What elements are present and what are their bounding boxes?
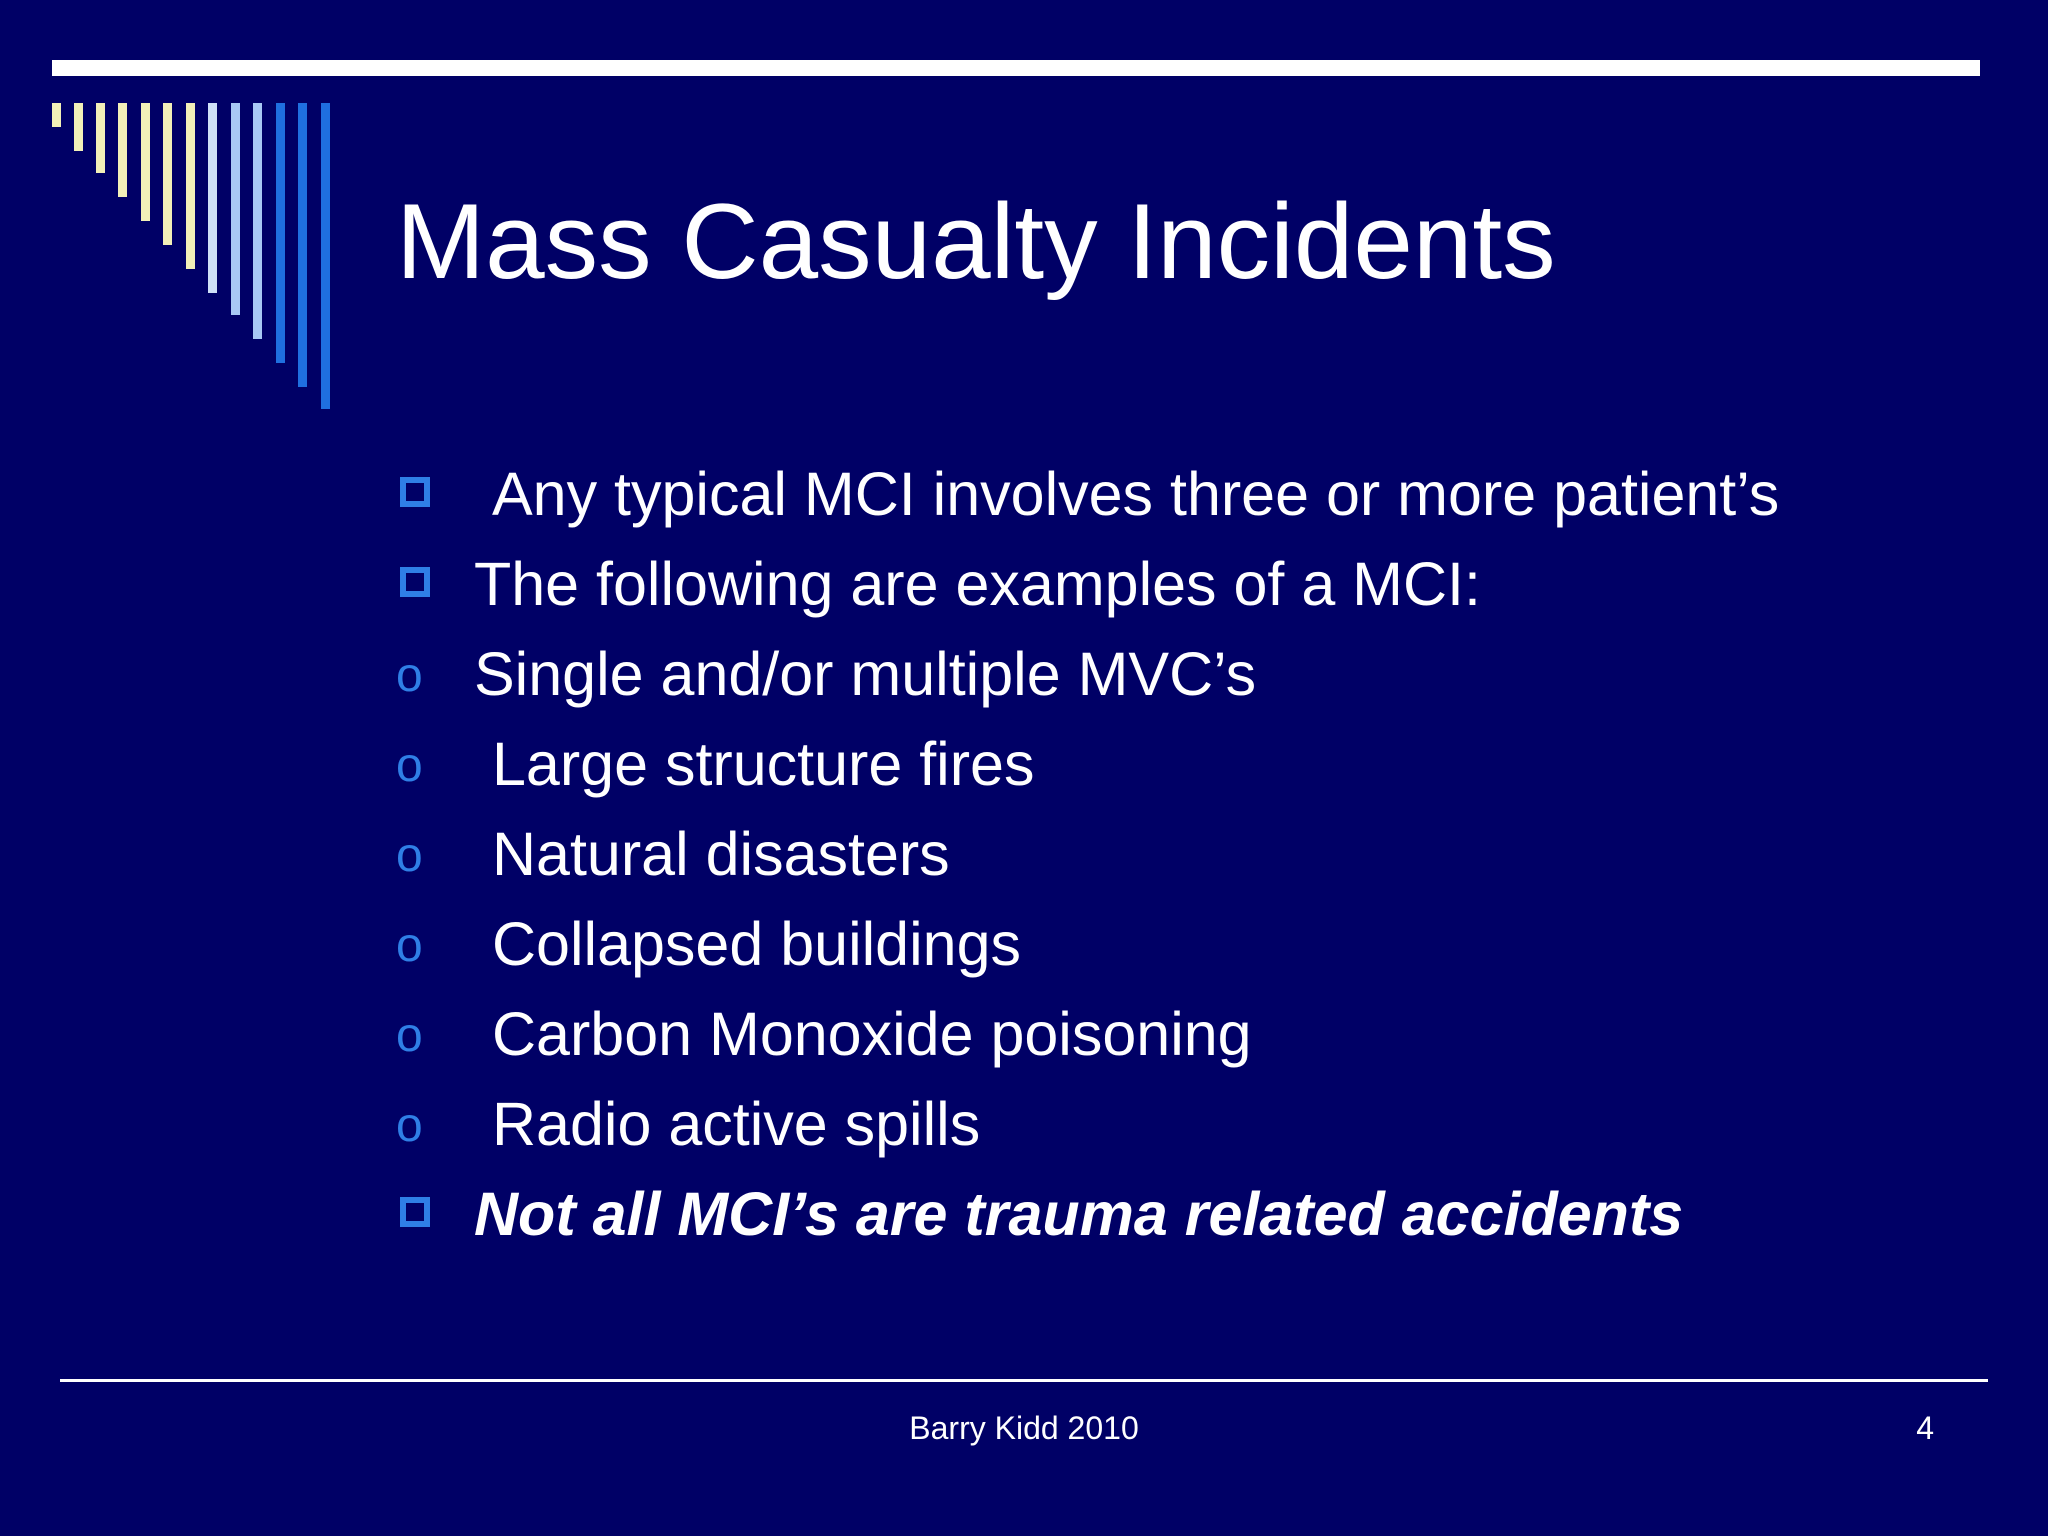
bullet-item	[396, 455, 1956, 533]
decorative-stripe	[141, 103, 150, 221]
bullet-item	[396, 545, 1956, 623]
bullet-text: Large structure fires	[492, 730, 1035, 798]
sub-bullet-item	[396, 725, 1956, 803]
decorative-stripe	[298, 103, 307, 387]
square-bullet-icon	[400, 1197, 430, 1227]
bullet-text: The following are examples of a MCI:	[474, 550, 1481, 618]
bullet-list	[396, 455, 1956, 1265]
circle-bullet-icon: o	[396, 919, 423, 972]
decorative-stripe	[253, 103, 262, 339]
circle-bullet-icon: o	[396, 829, 423, 882]
footer-rule	[60, 1379, 1988, 1382]
slide-title: Mass Casualty Incidents	[396, 181, 1556, 301]
bullet-text: Single and/or multiple MVC’s	[474, 640, 1257, 708]
bullet-text: Radio active spills	[492, 1090, 981, 1158]
footer-text: Barry Kidd 2010	[909, 1410, 1139, 1446]
square-bullet-icon	[400, 567, 430, 597]
bullet-text: Natural disasters	[492, 820, 950, 888]
decorative-stripe	[321, 103, 330, 409]
sub-bullet-item	[396, 815, 1956, 893]
circle-bullet-icon: o	[396, 649, 423, 702]
decorative-stripe	[118, 103, 127, 197]
bullet-text: Carbon Monoxide poisoning	[492, 1000, 1252, 1068]
bullet-text: Not all MCI’s are trauma related accidents	[474, 1180, 1684, 1248]
bullet-text: Collapsed buildings	[492, 910, 1022, 978]
sub-bullet-item	[396, 635, 1956, 713]
page-number: 4	[1916, 1410, 1934, 1446]
decorative-stripe	[96, 103, 105, 173]
square-bullet-icon	[400, 477, 430, 507]
decorative-stripe	[231, 103, 240, 315]
decorative-stripe	[186, 103, 195, 269]
bullet-item	[396, 1175, 1956, 1253]
decorative-stripe	[52, 103, 61, 127]
decorative-stripe	[276, 103, 285, 363]
decorative-stripe	[208, 103, 217, 293]
circle-bullet-icon: o	[396, 739, 423, 792]
circle-bullet-icon: o	[396, 1099, 423, 1152]
circle-bullet-icon: o	[396, 1009, 423, 1062]
sub-bullet-item	[396, 905, 1956, 983]
bullet-text: Any typical MCI involves three or more patient’s	[492, 460, 1780, 528]
sub-bullet-item	[396, 995, 1956, 1073]
decorative-stripe	[74, 103, 83, 151]
sub-bullet-item	[396, 1085, 1956, 1163]
top-rule	[52, 60, 1980, 76]
decorative-stripe	[163, 103, 172, 245]
